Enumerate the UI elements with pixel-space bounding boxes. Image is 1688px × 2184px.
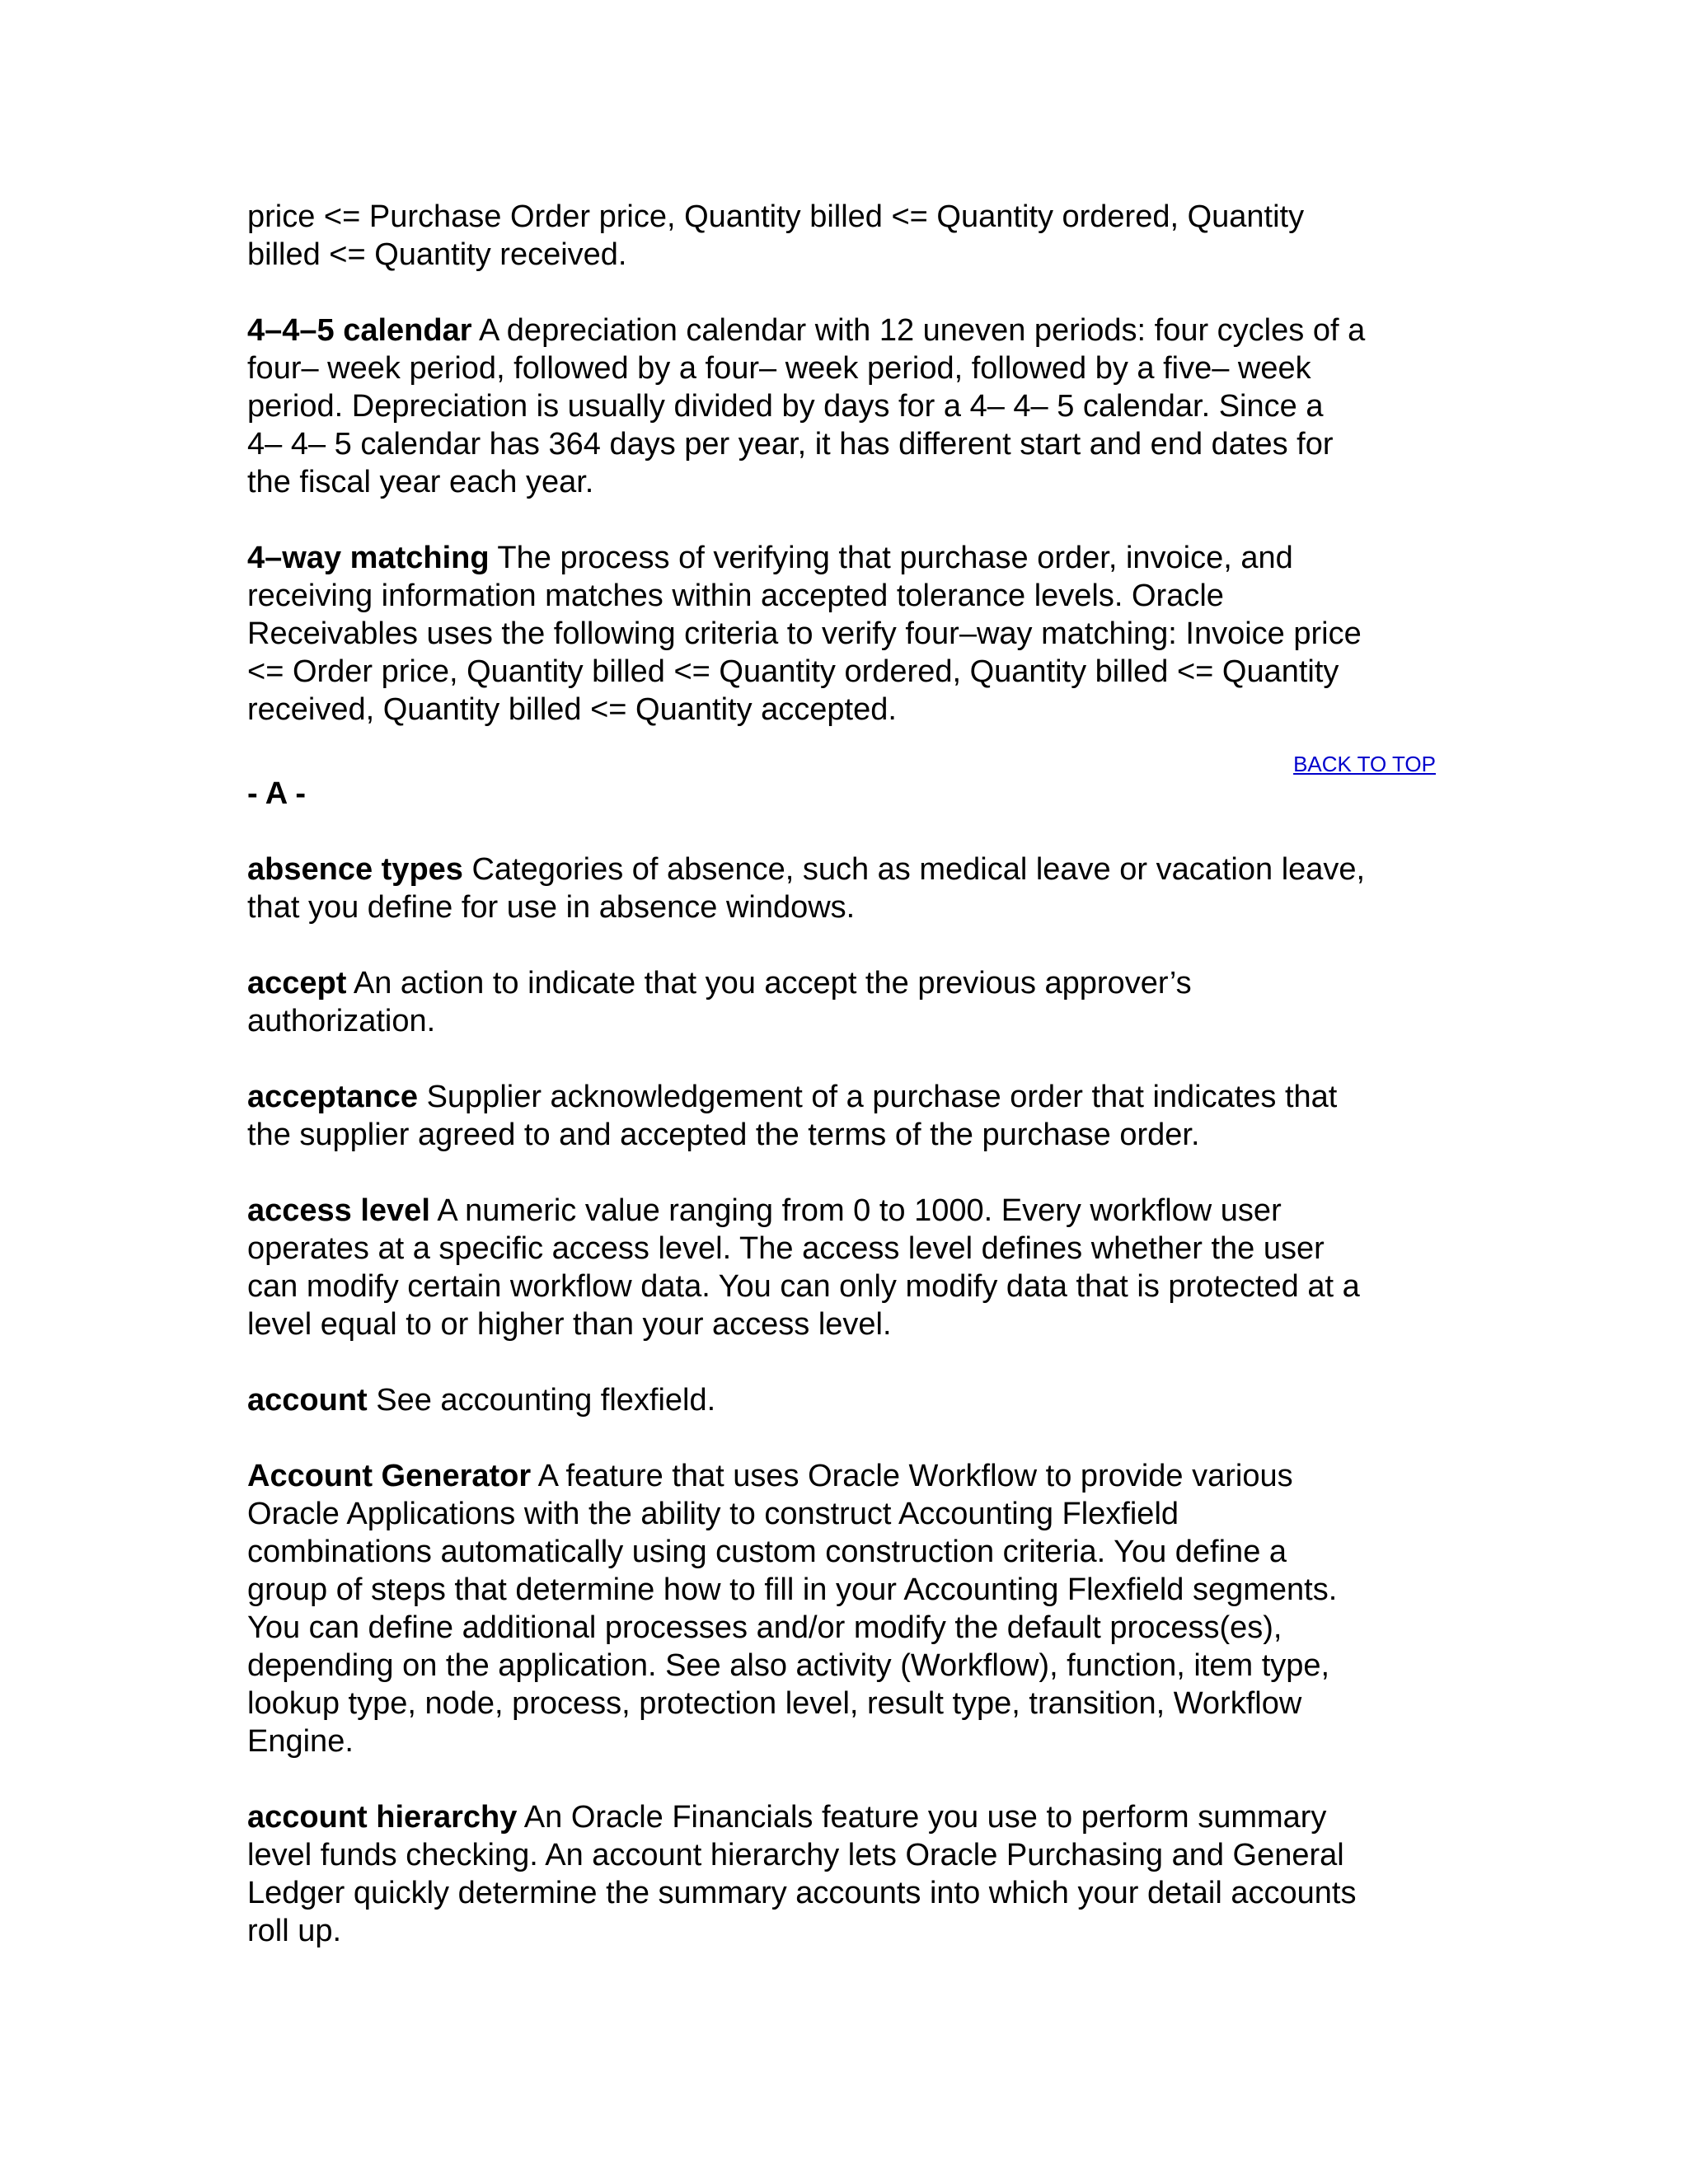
glossary-entry-access-level — [247, 1192, 1442, 1343]
glossary-entry-acceptance — [247, 1078, 1442, 1154]
section-heading-a: - A - — [247, 776, 307, 811]
glossary-entry-accept — [247, 964, 1442, 1040]
entry-definition: A numeric value ranging from 0 to 1000. Every workflow user operates at a specific access level. The access level defines whether the user can modify certain workflow data. You can only modify data that is protected at a level equal to or higher than your access level. — [247, 1193, 1360, 1342]
entry-definition: A depreciation calendar with 12 uneven periods: four cycles of a four– week period, followed by a four– week period, followed by a five– week period. Depreciation is usually divided by days for a 4– 4– 5 calendar. Since a 4– 4– 5 calendar has 364 days per year, it has different start and end dates for the fiscal year each year. — [247, 313, 1366, 499]
glossary-page — [247, 198, 1442, 1988]
entry-definition: Categories of absence, such as medical leave or vacation leave, that you define for use in absence windows. — [247, 852, 1366, 925]
entry-term: accept — [247, 966, 347, 1001]
entry-definition: See accounting flexfield. — [367, 1383, 716, 1418]
glossary-entry-account-generator — [247, 1457, 1442, 1760]
entry-term: 4–way matching — [247, 541, 490, 575]
glossary-entry-account-hierarchy — [247, 1798, 1442, 1950]
entry-definition: The process of verifying that purchase order, invoice, and receiving information matches within accepted tolerance levels. Oracle Receivables uses the following criteria to verify four–way matching: Invoice price <= Order price, Quantity billed <= Quantity ordered, Quantity billed <= Quantity received, Quantity billed <= Quantity accepted. — [247, 541, 1362, 727]
glossary-entry-account — [247, 1381, 1442, 1419]
glossary-entry-absence-types — [247, 851, 1442, 926]
entry-term: absence types — [247, 852, 463, 887]
glossary-entry-445-calendar — [247, 312, 1442, 501]
entry-definition: Supplier acknowledgement of a purchase order that indicates that the supplier agreed to and accepted the terms of the purchase order. — [247, 1080, 1338, 1152]
entry-term: 4–4–5 calendar — [247, 313, 472, 348]
entry-term: account — [247, 1383, 368, 1418]
entry-definition: price <= Purchase Order price, Quantity billed <= Quantity ordered, Quantity billed <= Quantity received. — [247, 199, 1305, 272]
back-to-top-link[interactable]: BACK TO TOP — [1293, 752, 1436, 776]
entry-term: acceptance — [247, 1080, 419, 1114]
entry-definition: An action to indicate that you accept the previous approver’s authorization. — [247, 966, 1192, 1038]
entry-term: Account Generator — [247, 1459, 532, 1493]
entry-definition: An Oracle Financials feature you use to perform summary level funds checking. An account hierarchy lets Oracle Purchasing and General Ledger quickly determine the summary accounts into which your detail accounts roll up. — [247, 1800, 1357, 1948]
glossary-entry-4-way-matching — [247, 539, 1442, 729]
glossary-entry-continued — [247, 198, 1442, 274]
entry-term: account hierarchy — [247, 1800, 518, 1835]
entry-definition: A feature that uses Oracle Workflow to provide various Oracle Applications with the ability to construct Accounting Flexfield combinations automatically using custom construction criteria. You define a group of steps that determine how to fill in your Accounting Flexfield segments. You can define additional processes and/or modify the default process(es), depending on the application. See also activity (Workflow), function, item type, lookup type, node, process, protection level, result type, transition, Workflow Engine. — [247, 1459, 1338, 1759]
entry-term: access level — [247, 1193, 430, 1228]
